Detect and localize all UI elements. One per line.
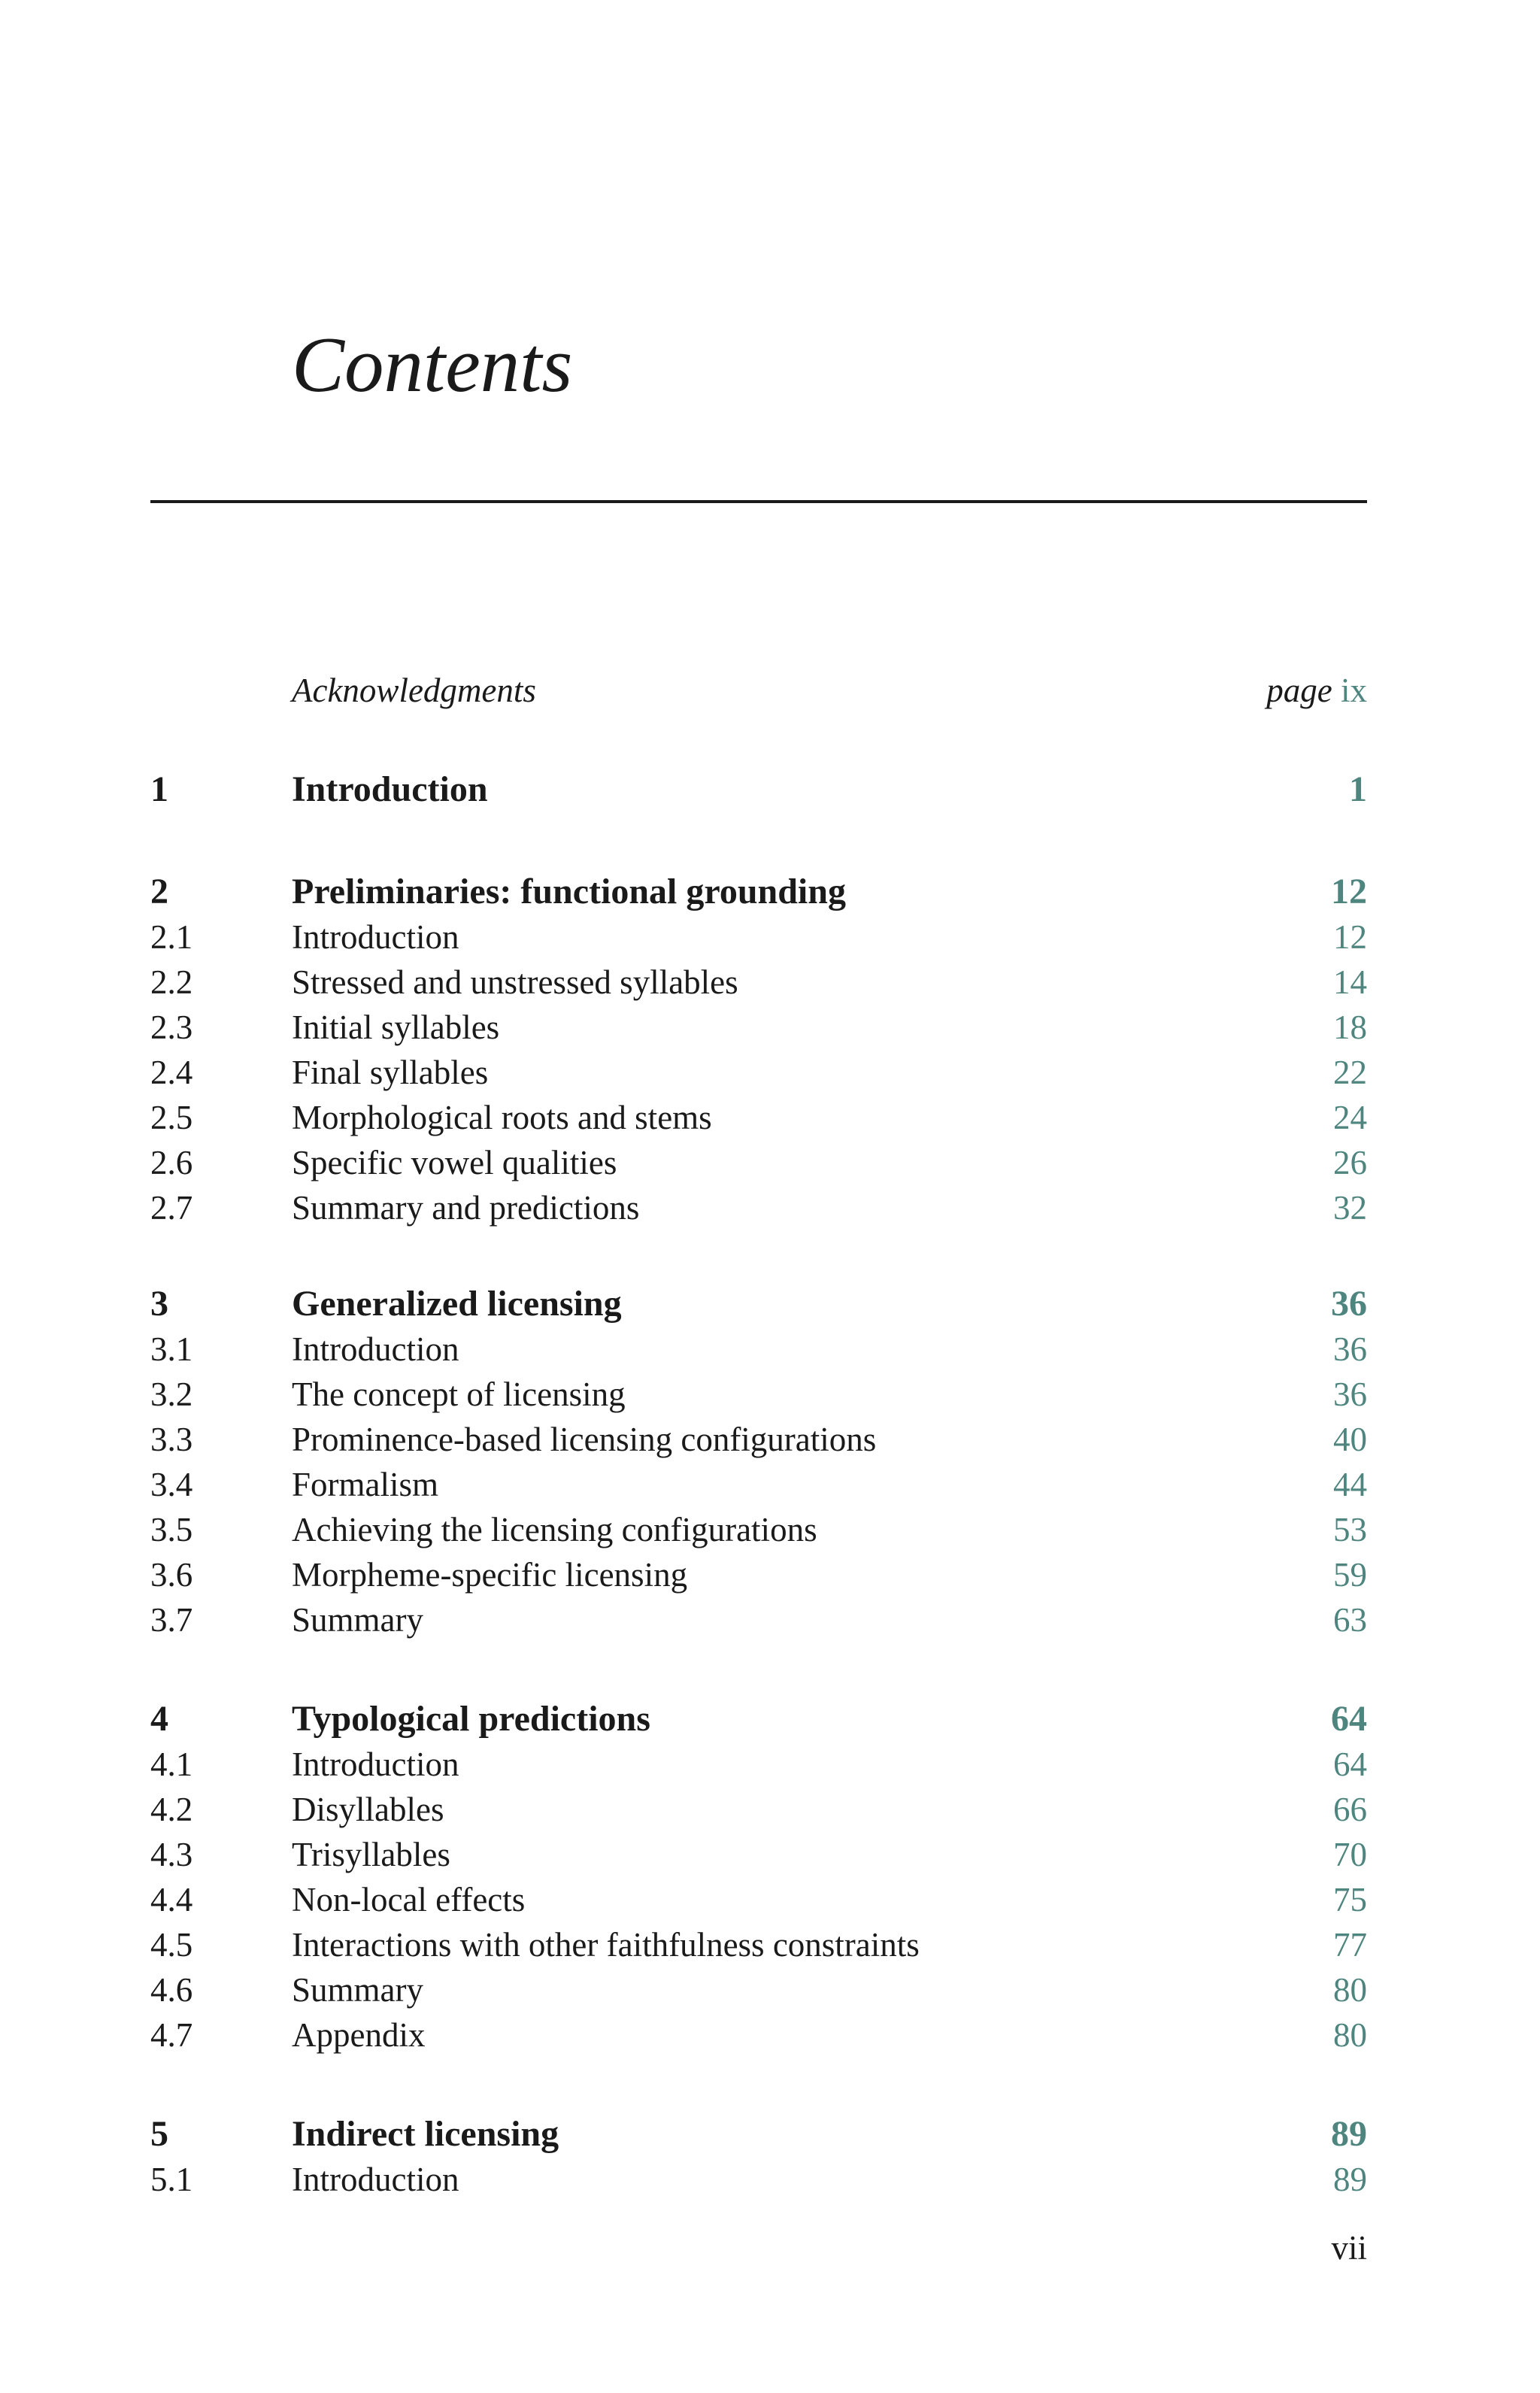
chapter-number: 3 bbox=[150, 1284, 168, 1324]
section-number: 4.1 bbox=[150, 1745, 193, 1783]
section-number: 3.4 bbox=[150, 1466, 193, 1503]
toc-section[interactable] bbox=[150, 1005, 1367, 1049]
section-title: Final syllables bbox=[292, 1054, 489, 1091]
section-title: Initial syllables bbox=[292, 1008, 500, 1046]
section-title: Appendix bbox=[292, 2016, 426, 2054]
section-number: 2.6 bbox=[150, 1144, 193, 1181]
toc-section[interactable] bbox=[150, 1051, 1367, 1094]
section-title: Introduction bbox=[292, 918, 459, 956]
section-number: 3.2 bbox=[150, 1375, 193, 1413]
toc-section[interactable] bbox=[150, 1833, 1367, 1876]
section-page: 22 bbox=[1333, 1054, 1367, 1091]
chapter-number: 1 bbox=[150, 769, 168, 809]
section-number: 4.5 bbox=[150, 1926, 193, 1964]
section-number: 3.5 bbox=[150, 1511, 193, 1548]
toc-section[interactable] bbox=[150, 1463, 1367, 1506]
toc-chapter[interactable] bbox=[150, 768, 1367, 811]
title-rule bbox=[150, 500, 1367, 503]
section-title: Disyllables bbox=[292, 1791, 444, 1828]
page-number: ix bbox=[1340, 672, 1367, 709]
section-page: 12 bbox=[1333, 918, 1367, 956]
section-page: 44 bbox=[1333, 1466, 1367, 1503]
section-number: 4.2 bbox=[150, 1791, 193, 1828]
toc-section[interactable] bbox=[150, 1598, 1367, 1642]
chapter-number: 5 bbox=[150, 2114, 168, 2154]
toc-section[interactable] bbox=[150, 1968, 1367, 2012]
chapter-page: 89 bbox=[1331, 2114, 1367, 2154]
toc-section[interactable] bbox=[150, 1418, 1367, 1461]
section-number: 3.1 bbox=[150, 1330, 193, 1368]
section-number: 4.7 bbox=[150, 2016, 193, 2054]
chapter-page: 1 bbox=[1349, 769, 1367, 809]
section-page: 77 bbox=[1333, 1926, 1367, 1964]
section-page: 26 bbox=[1333, 1144, 1367, 1181]
section-number: 3.3 bbox=[150, 1421, 193, 1458]
section-title: Morphological roots and stems bbox=[292, 1099, 712, 1136]
section-page: 32 bbox=[1333, 1189, 1367, 1227]
toc-section[interactable] bbox=[150, 1096, 1367, 1139]
toc-entry-page bbox=[1266, 669, 1367, 712]
section-title: The concept of licensing bbox=[292, 1375, 626, 1413]
toc-section[interactable] bbox=[150, 2013, 1367, 2057]
section-page: 75 bbox=[1333, 1881, 1367, 1918]
section-page: 14 bbox=[1333, 963, 1367, 1001]
chapter-number: 4 bbox=[150, 1699, 168, 1739]
chapter-page: 12 bbox=[1331, 872, 1367, 911]
section-page: 36 bbox=[1333, 1375, 1367, 1413]
toc-section[interactable] bbox=[150, 1742, 1367, 1786]
section-page: 24 bbox=[1333, 1099, 1367, 1136]
toc-section[interactable] bbox=[150, 1186, 1367, 1230]
toc-section[interactable] bbox=[150, 1923, 1367, 1967]
section-number: 5.1 bbox=[150, 2161, 193, 2198]
toc-section[interactable] bbox=[150, 1553, 1367, 1597]
section-number: 2.2 bbox=[150, 963, 193, 1001]
section-title: Summary bbox=[292, 1971, 423, 2009]
toc-chapter[interactable] bbox=[150, 1282, 1367, 1326]
section-number: 3.7 bbox=[150, 1601, 193, 1639]
section-page: 70 bbox=[1333, 1836, 1367, 1873]
section-title: Non-local effects bbox=[292, 1881, 526, 1918]
chapter-title: Generalized licensing bbox=[292, 1284, 622, 1324]
section-page: 80 bbox=[1333, 1971, 1367, 2009]
section-title: Summary bbox=[292, 1601, 423, 1639]
section-page: 64 bbox=[1333, 1745, 1367, 1783]
section-number: 4.3 bbox=[150, 1836, 193, 1873]
toc-section[interactable] bbox=[150, 915, 1367, 959]
section-page: 53 bbox=[1333, 1511, 1367, 1548]
section-title: Summary and predictions bbox=[292, 1189, 640, 1227]
section-page: 63 bbox=[1333, 1601, 1367, 1639]
chapter-title: Introduction bbox=[292, 769, 488, 809]
toc-section[interactable] bbox=[150, 1372, 1367, 1416]
section-title: Specific vowel qualities bbox=[292, 1144, 617, 1181]
toc-chapter[interactable] bbox=[150, 1697, 1367, 1741]
chapter-title: Typological predictions bbox=[292, 1699, 650, 1739]
toc-section[interactable] bbox=[150, 1878, 1367, 1921]
section-number: 2.5 bbox=[150, 1099, 193, 1136]
section-title: Achieving the licensing configurations bbox=[292, 1511, 817, 1548]
chapter-number: 2 bbox=[150, 872, 168, 911]
section-page: 18 bbox=[1333, 1008, 1367, 1046]
section-page: 66 bbox=[1333, 1791, 1367, 1828]
toc-section[interactable] bbox=[150, 2158, 1367, 2201]
toc-section[interactable] bbox=[150, 1508, 1367, 1551]
section-title: Interactions with other faithfulness constraints bbox=[292, 1926, 920, 1964]
chapter-page: 36 bbox=[1331, 1284, 1367, 1324]
page-folio: vii bbox=[1331, 2229, 1367, 2267]
page-title: Contents bbox=[292, 320, 573, 408]
chapter-title: Preliminaries: functional grounding bbox=[292, 872, 846, 911]
chapter-page: 64 bbox=[1331, 1699, 1367, 1739]
section-number: 2.1 bbox=[150, 918, 193, 956]
toc-section[interactable] bbox=[150, 1788, 1367, 1831]
toc-section[interactable] bbox=[150, 1327, 1367, 1371]
section-title: Formalism bbox=[292, 1466, 439, 1503]
section-title: Trisyllables bbox=[292, 1836, 450, 1873]
toc-section[interactable] bbox=[150, 960, 1367, 1004]
section-number: 2.7 bbox=[150, 1189, 193, 1227]
section-title: Stressed and unstressed syllables bbox=[292, 963, 738, 1001]
toc-entry-acknowledgments[interactable] bbox=[150, 669, 1367, 712]
toc-entry-label: Acknowledgments bbox=[292, 672, 536, 709]
section-number: 3.6 bbox=[150, 1556, 193, 1594]
toc-section[interactable] bbox=[150, 1141, 1367, 1184]
section-title: Introduction bbox=[292, 2161, 459, 2198]
section-title: Introduction bbox=[292, 1745, 459, 1783]
section-page: 80 bbox=[1333, 2016, 1367, 2054]
section-number: 4.6 bbox=[150, 1971, 193, 2009]
section-title: Introduction bbox=[292, 1330, 459, 1368]
section-number: 2.3 bbox=[150, 1008, 193, 1046]
section-page: 89 bbox=[1333, 2161, 1367, 2198]
section-page: 59 bbox=[1333, 1556, 1367, 1594]
section-title: Prominence-based licensing configurations bbox=[292, 1421, 877, 1458]
section-number: 4.4 bbox=[150, 1881, 193, 1918]
page-word: page bbox=[1266, 672, 1332, 709]
section-page: 36 bbox=[1333, 1330, 1367, 1368]
toc-chapter[interactable] bbox=[150, 870, 1367, 914]
section-title: Morpheme-specific licensing bbox=[292, 1556, 688, 1594]
section-page: 40 bbox=[1333, 1421, 1367, 1458]
chapter-title: Indirect licensing bbox=[292, 2114, 559, 2154]
toc-chapter[interactable] bbox=[150, 2112, 1367, 2156]
section-number: 2.4 bbox=[150, 1054, 193, 1091]
